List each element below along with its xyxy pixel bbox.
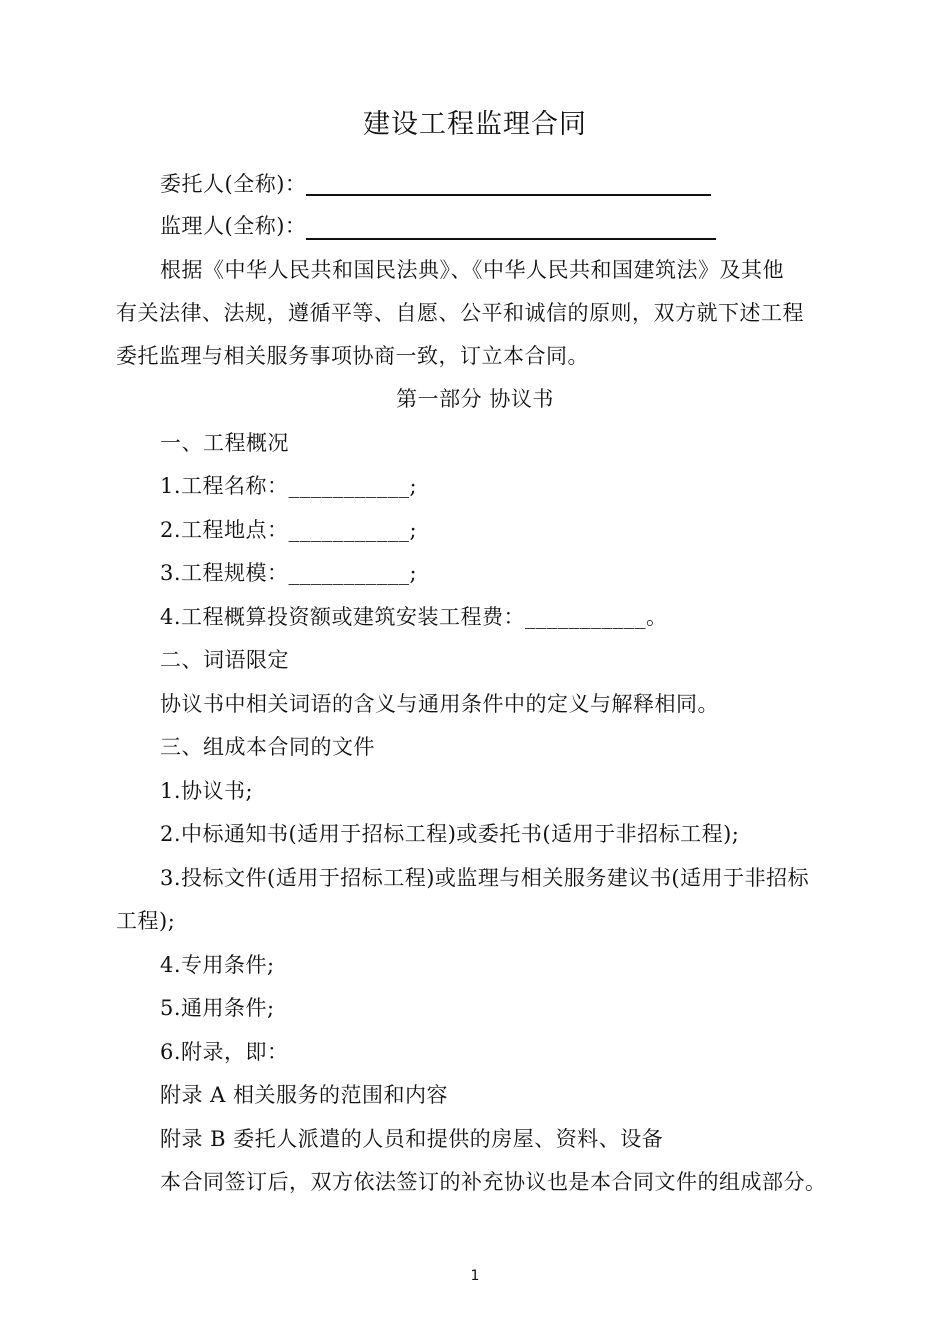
supervisor-label: 监理人(全称)： [160,214,307,238]
preamble-line-3: 委托监理与相关服务事项协商一致，订立本合同。 [116,344,589,368]
section3-item: 4.专用条件; [160,953,275,977]
section3-item: 2.中标通知书(适用于招标工程)或委托书(适用于非招标工程); [160,822,740,846]
appendix-a: 附录 A 相关服务的范围和内容 [160,1083,449,1107]
section3-item: 3.投标文件(适用于招标工程)或监理与相关服务建议书(适用于非招标 [160,866,810,890]
supplement-note: 本合同签订后，双方依法签订的补充协议也是本合同文件的组成部分。 [160,1170,827,1194]
part-heading: 第一部分 协议书 [396,387,554,411]
section2-heading: 二、词语限定 [160,648,289,672]
section3-item: 1.协议书; [160,779,254,803]
section1-item: 3.工程规模：___________; [160,561,418,585]
client-label: 委托人(全称)： [160,172,307,196]
section1-item: 2.工程地点：___________; [160,518,418,542]
section3-item-continued: 工程); [116,909,176,933]
client-blank-line [306,194,711,196]
page-number: 1 [470,1268,480,1284]
preamble-line-1: 根据《中华人民共和国民法典》、《中华人民共和国建筑法》及其他 [160,258,784,282]
section3-heading: 三、组成本合同的文件 [160,735,375,759]
section1-item: 4.工程概算投资额或建筑安装工程费：___________。 [160,605,668,629]
section1-item: 1.工程名称：___________; [160,474,418,498]
section3-item: 5.通用条件; [160,996,275,1020]
section3-item: 6.附录，即： [160,1040,289,1064]
section2-text: 协议书中相关词语的含义与通用条件中的定义与解释相同。 [160,692,719,716]
document-title: 建设工程监理合同 [363,109,587,140]
appendix-b: 附录 B 委托人派遣的人员和提供的房屋、资料、设备 [160,1127,664,1151]
section1-heading: 一、工程概况 [160,431,289,455]
preamble-line-2: 有关法律、法规，遵循平等、自愿、公平和诚信的原则，双方就下述工程 [116,301,804,325]
supervisor-blank-line [306,238,716,240]
